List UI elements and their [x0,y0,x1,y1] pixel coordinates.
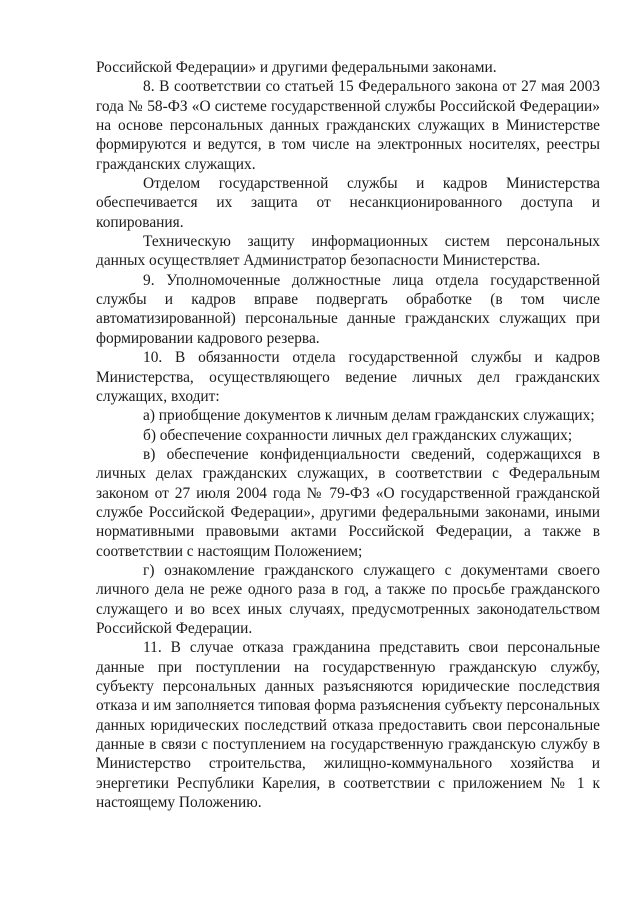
paragraph-item-8: 8. В соответствии со статьей 15 Федерального закона от 27 мая 2003 года № 58-ФЗ «О системе государственной службы Российской Федерации» на основе персональных данных гражданских служащих в Министерстве формируются и ведутся, в том числе на электронных носителях, реестры гражданских служащих. [96,78,600,173]
paragraph-continuation: Российской Федерации» и другими федеральными законами. [96,59,497,76]
paragraph-item-10-g: г) ознакомление гражданского служащего с документами своего личного дела не реже одного раза в год, а также по просьбе гражданского служащего и во всех иных случаях, предусмотренных законодательством Российской Федерации. [96,561,600,637]
paragraph-item-10: 10. В обязанности отдела государственной службы и кадров Министерства, осуществляющего ведение личных дел гражданских служащих, входит: [96,349,600,405]
paragraph-item-9: 9. Уполномоченные должностные лица отдела государственной службы и кадров вправе подвергать обработке (в том числе автоматизированной) персональные данные гражданских служащих при формировании кадрового резерва. [96,271,600,347]
paragraph-item-10-a: а) приобщение документов к личным делам гражданских служащих; [143,407,595,425]
paragraph-protection: Отделом государственной службы и кадров Министерства обеспечивается их защита от несанкционированного доступа и копирования. [96,175,600,231]
paragraph-technical-protection: Техническую защиту информационных систем персональных данных осуществляет Администратор безопасности Министерства. [96,233,600,270]
paragraph-item-10-b: б) обеспечение сохранности личных дел гражданских служащих; [143,426,573,444]
paragraph-item-10-v: в) обеспечение конфиденциальности сведений, содержащихся в личных делах гражданских служащих, в соответствии с Федеральным законом от 27 июля 2004 года № 79-ФЗ «О государственной гражданской службе Российской Федерации», другими федеральными законами, иными нормативными правовыми актами Российской Федерации, а также в соответствии с настоящим Положением; [96,445,600,560]
paragraph-item-11: 11. В случае отказа гражданина представить свои персональные данные при поступлении на государственную гражданскую службу, субъекту персональных данных разъясняются юридические последствия отказа и им заполняется типовая форма разъяснения субъекту персональных данных юридических последствий отказа предоставить свои персональные данные в связи с поступлением на государственную гражданскую службу в Министерство строительства, жилищно-коммунального хозяйства и энергетики Республики Карелия, в соответствии с приложением № 1 к настоящему Положению. [96,639,600,812]
document-page [96,58,600,812]
